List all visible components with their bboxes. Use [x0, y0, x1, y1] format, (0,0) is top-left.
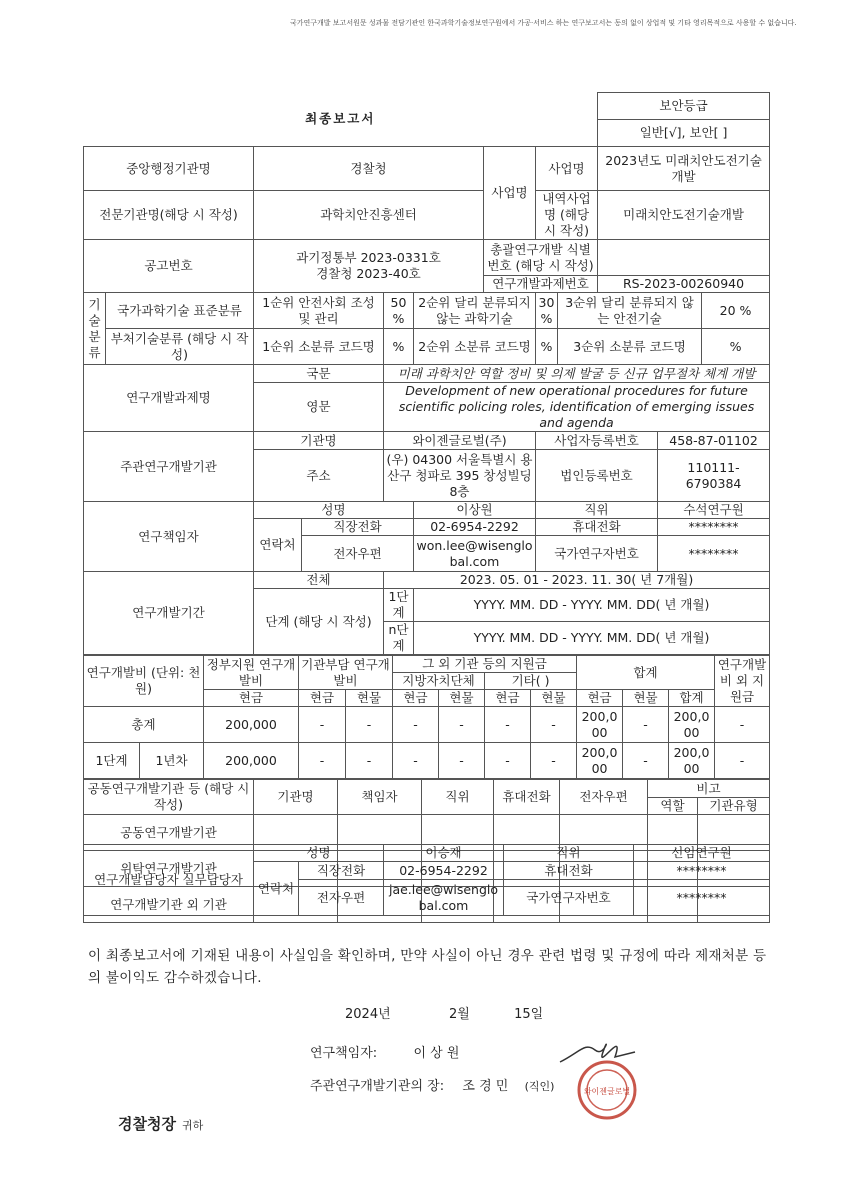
tech-std-1-pct: 50 % [384, 293, 414, 329]
ministry-label: 중앙행정기관명 [84, 147, 254, 191]
year-sum-cash: 200,000 [577, 743, 623, 779]
total-extra: - [715, 707, 770, 743]
sign-date [345, 1003, 543, 1022]
year-etc-cash: - [485, 743, 531, 779]
extra-label: 연구개발비 외 지원금 [715, 656, 770, 707]
joint-row-1: 공동연구개발기관 [84, 815, 254, 851]
period-label: 연구개발기간 [84, 572, 254, 655]
recipient [118, 1113, 203, 1134]
tech-std-3-pct: 20 % [702, 293, 770, 329]
business-label: 사업명 [484, 147, 536, 240]
sub-business-label: 내역사업명 (해당 시 작성) [536, 191, 598, 240]
task-no: RS-2023-00260940 [598, 276, 770, 293]
staff-label: 연구개발담당자 실무담당자 [84, 845, 254, 916]
year-row-label: 1년차 [140, 743, 204, 779]
task-no-label: 연구개발과제번호 [484, 276, 598, 293]
signature-and-seal-icon [555, 1022, 650, 1122]
staff-researcher-no-label: 국가연구자번호 [504, 880, 634, 916]
report-title: 최종보고서 [84, 93, 598, 147]
agency-label: 전문기관명(해당 시 작성) [84, 191, 254, 240]
business-name-label: 사업명 [536, 147, 598, 191]
project-title-label: 연구개발과제명 [84, 365, 254, 432]
staff-contact-label: 연락처 [254, 862, 299, 916]
staff-researcher-no: ******** [634, 880, 770, 916]
address: (우) 04300 서울특별시 용산구 청파로 395 창성빌딩 8층 [384, 450, 536, 502]
declaration-text: 이 최종보고서에 기재된 내용이 사실임을 확인하며, 만약 사실이 아닌 경우 관련 법령 및 규정에 따라 제재처분 등의 불이익도 감수하겠습니다. [88, 948, 767, 986]
joint-row-2: 위탁연구개발기관 [84, 851, 254, 887]
announce-2: 경찰청 2023-40호 [316, 266, 421, 281]
staff-email: jae.lee@wisenglobal.com [384, 880, 504, 916]
title-kr: 미래 과학치안 역할 정비 및 의제 발굴 등 신규 업무절차 체계 개발 [384, 365, 770, 383]
staff-mobile: ******** [634, 862, 770, 880]
joint-h-pos: 직위 [422, 780, 494, 815]
corp-reg: 110111-6790384 [658, 450, 770, 502]
business-name: 2023년도 미래치안도전기술개발 [598, 147, 770, 191]
pi-label: 연구책임자 [84, 502, 254, 572]
pi-researcher-no-label: 국가연구자번호 [536, 536, 658, 572]
stage-row-label: 1단계 [84, 743, 140, 779]
pi-contact-label: 연락처 [254, 519, 302, 572]
year-gov: 200,000 [204, 743, 299, 779]
total-local-cash: - [393, 707, 439, 743]
date-month: 2월 [448, 1007, 470, 1022]
staff-section [83, 844, 769, 916]
tech-std-label: 국가과학기술 표준분류 [106, 293, 254, 329]
inst-cash-label: 현금 [299, 690, 346, 707]
total-period: 2023. 05. 01 - 2023. 11. 30( 년 7개월) [384, 572, 770, 589]
local-label: 지방자치단체 [393, 673, 485, 690]
year-local-kind: - [439, 743, 485, 779]
stage1-label: 1단계 [384, 589, 414, 622]
host-label: 주관연구개발기관 [84, 432, 254, 502]
head-sign-label: 주관연구개발기관의 장: [310, 1079, 445, 1094]
security-value: 일반[√], 보안[ ] [598, 120, 770, 147]
local-kind-label: 현물 [439, 690, 485, 707]
tech-std-2: 2순위 달리 분류되지 않는 과학기술 [414, 293, 536, 329]
cost-table [83, 655, 770, 779]
org-type-label: 기관유형 [698, 798, 770, 815]
pi-mobile: ******** [658, 519, 770, 536]
other-label: 그 외 기관 등의 지원금 [393, 656, 577, 673]
address-label: 주소 [254, 450, 384, 502]
biz-reg-label: 사업자등록번호 [536, 432, 658, 450]
recipient-suffix: 귀하 [181, 1119, 204, 1132]
pi-office-phone-label: 직장전화 [302, 519, 414, 536]
report-table-main [83, 92, 770, 655]
etc-cash-label: 현금 [485, 690, 531, 707]
year-extra: - [715, 743, 770, 779]
local-cash-label: 현금 [393, 690, 439, 707]
pi-signature-line [310, 1042, 459, 1061]
staff-office-phone: 02-6954-2292 [384, 862, 504, 880]
tech-std-2-pct: 30 % [536, 293, 558, 329]
recipient-name: 경찰청장 [118, 1115, 176, 1133]
pi-researcher-no: ******** [658, 536, 770, 572]
tech-dept-label: 부처기술분류 (해당 시 작성) [106, 329, 254, 365]
sum-cash-label: 현금 [577, 690, 623, 707]
joint-label: 공동연구개발기관 등 (해당 시 작성) [84, 780, 254, 815]
gov-cash-label: 현금 [204, 690, 299, 707]
agency-value: 과학치안진흥센터 [254, 191, 484, 240]
joint-h-mobile: 휴대전화 [494, 780, 560, 815]
tech-dept-2-pct: % [536, 329, 558, 365]
cost-label: 연구개발비 (단위: 천원) [84, 656, 204, 707]
joint-h-email: 전자우편 [560, 780, 648, 815]
remark-label: 비고 [648, 780, 770, 798]
title-en: Development of new operational procedures for future scientific policing roles, identification of emerging issues and agenda [384, 383, 770, 432]
total-inst-cash: - [299, 707, 346, 743]
head-sign-suffix: (직인) [524, 1080, 555, 1093]
year-sum-kind: - [623, 743, 669, 779]
total-inst-kind: - [346, 707, 393, 743]
announce-values [254, 240, 484, 293]
sum-kind-label: 현물 [623, 690, 669, 707]
copyright-notice: 국가연구개발 보고서원문 성과물 전담기관인 한국과학기술정보연구원에서 가공·서비스 하는 연구보고서는 동의 없이 상업적 및 기타 영리목적으로 사용할 수 없습니다. [290, 19, 797, 27]
staff-email-label: 전자우편 [299, 880, 384, 916]
announce-label: 공고번호 [84, 240, 254, 293]
security-label: 보안등급 [598, 93, 770, 120]
joint-h-lead: 책임자 [338, 780, 422, 815]
tech-dept-1-pct: % [384, 329, 414, 365]
tech-dept-2: 2순위 소분류 코드명 [414, 329, 536, 365]
pi-email-label: 전자우편 [302, 536, 414, 572]
ministry-value: 경찰청 [254, 147, 484, 191]
staff-name-label: 성명 [254, 845, 384, 862]
inst-kind-label: 현물 [346, 690, 393, 707]
total-sum-cash: 200,000 [577, 707, 623, 743]
total-etc-kind: - [531, 707, 577, 743]
etc-kind-label: 현물 [531, 690, 577, 707]
total-local-kind: - [439, 707, 485, 743]
org-name: 와이젠글로벌(주) [384, 432, 536, 450]
date-day: 15일 [514, 1007, 544, 1022]
staff-mobile-label: 휴대전화 [504, 862, 634, 880]
year-local-cash: - [393, 743, 439, 779]
overall-id [598, 240, 770, 276]
staff-table [83, 844, 770, 916]
tech-dept-1: 1순위 소분류 코드명 [254, 329, 384, 365]
year-inst-cash: - [299, 743, 346, 779]
total-row-label: 총계 [84, 707, 204, 743]
stage1-period: YYYY. MM. DD - YYYY. MM. DD( 년 개월) [414, 589, 770, 622]
lang-en: 영문 [254, 383, 384, 432]
sub-business: 미래치안도전기술개발 [598, 191, 770, 240]
sum-total-label: 합계 [669, 690, 715, 707]
pi-office-phone: 02-6954-2292 [414, 519, 536, 536]
pi-sign-label: 연구책임자: [310, 1046, 378, 1061]
stage-label: 단계 (해당 시 작성) [254, 589, 384, 655]
stagen-label: n단계 [384, 622, 414, 655]
corp-reg-label: 법인등록번호 [536, 450, 658, 502]
gov-label: 정부지원 연구개발비 [204, 656, 299, 690]
year-inst-kind: - [346, 743, 393, 779]
total-sum-total: 200,000 [669, 707, 715, 743]
staff-position-label: 직위 [504, 845, 634, 862]
tech-label: 기술분류 [84, 293, 106, 365]
pi-name-label: 성명 [254, 502, 414, 519]
pi-sign-name: 이 상 원 [413, 1046, 460, 1061]
staff-name: 이승재 [384, 845, 504, 862]
total-sum-kind: - [623, 707, 669, 743]
joint-h-org: 기관명 [254, 780, 338, 815]
joint-row-3: 연구개발기관 외 기관 [84, 887, 254, 923]
pi-mobile-label: 휴대전화 [536, 519, 658, 536]
tech-dept-3: 3순위 소분류 코드명 [558, 329, 702, 365]
pi-email: won.lee@wisenglobal.com [414, 536, 536, 572]
tech-std-3: 3순위 달리 분류되지 않는 안전기술 [558, 293, 702, 329]
year-sum-total: 200,000 [669, 743, 715, 779]
year-etc-kind: - [531, 743, 577, 779]
total-label: 전체 [254, 572, 384, 589]
sum-label: 합계 [577, 656, 715, 690]
head-signature-line [310, 1075, 554, 1094]
pi-position: 수석연구원 [658, 502, 770, 519]
total-gov: 200,000 [204, 707, 299, 743]
seal-text: 와이젠글로벌 [583, 1087, 631, 1096]
etc-label: 기타( ) [485, 673, 577, 690]
lang-kr: 국문 [254, 365, 384, 383]
tech-std-1: 1순위 안전사회 조성 및 관리 [254, 293, 384, 329]
pi-position-label: 직위 [536, 502, 658, 519]
total-etc-cash: - [485, 707, 531, 743]
inst-label: 기관부담 연구개발비 [299, 656, 393, 690]
date-year: 2024년 [345, 1007, 391, 1022]
stagen-period: YYYY. MM. DD - YYYY. MM. DD( 년 개월) [414, 622, 770, 655]
org-name-label: 기관명 [254, 432, 384, 450]
head-sign-name: 조 경 민 [462, 1079, 509, 1094]
staff-position: 선임연구원 [634, 845, 770, 862]
role-label: 역할 [648, 798, 698, 815]
announce-1: 과기정통부 2023-0331호 [296, 250, 441, 265]
pi-name: 이상원 [414, 502, 536, 519]
overall-id-label: 총괄연구개발 식별번호 (해당 시 작성) [484, 240, 598, 276]
tech-dept-3-pct: % [702, 329, 770, 365]
biz-reg: 458-87-01102 [658, 432, 770, 450]
staff-office-phone-label: 직장전화 [299, 862, 384, 880]
